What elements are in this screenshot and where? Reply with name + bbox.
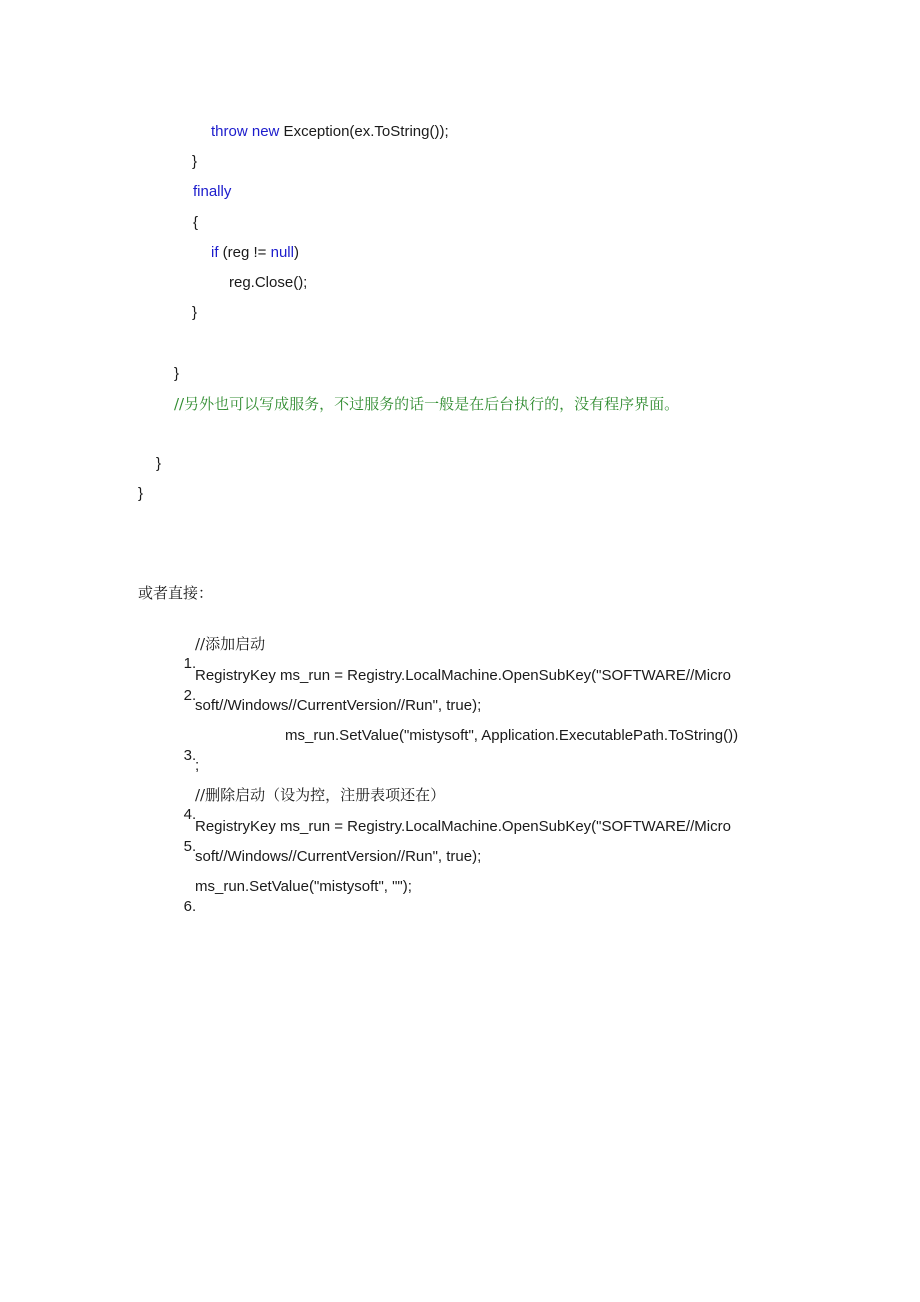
list-item xyxy=(167,877,197,915)
code-line-if xyxy=(211,243,299,263)
code-line-close-class xyxy=(156,454,161,474)
list-item-continuation: soft//Windows//CurrentVersion//Run", true); xyxy=(195,697,482,714)
code-text: (reg != xyxy=(218,244,271,261)
brace: { xyxy=(193,214,199,231)
list-number: 2. xyxy=(183,687,197,704)
keyword-new: new xyxy=(251,123,280,140)
brace: } xyxy=(192,153,198,170)
code-line-reg-close xyxy=(229,273,307,293)
list-item xyxy=(167,726,197,764)
list-item xyxy=(167,634,197,672)
code-text: reg.Close(); xyxy=(229,274,308,291)
brace: } xyxy=(156,455,162,472)
code-line-close-catch xyxy=(192,152,197,172)
list-item-text: ms_run.SetValue("mistysoft", ""); xyxy=(195,878,412,895)
code-line-throw xyxy=(211,122,449,142)
brace: } xyxy=(174,365,180,382)
keyword-finally: finally xyxy=(193,183,232,200)
list-number: 1. xyxy=(183,655,197,672)
code-text: ) xyxy=(293,244,299,261)
list-item xyxy=(167,817,197,855)
brace: } xyxy=(138,485,144,502)
list-number: 4. xyxy=(183,806,197,823)
list-item-text: RegistryKey ms_run = Registry.LocalMachine.OpenSubKey("SOFTWARE//Micro xyxy=(195,818,731,835)
keyword-throw: throw xyxy=(211,123,248,140)
code-line-finally xyxy=(193,182,231,202)
code-comment: //另外也可以写成服务，不过服务的话一般是在后台执行的，没有程序界面。 xyxy=(174,395,680,413)
code-line-close-method xyxy=(174,364,179,384)
keyword-if: if xyxy=(211,244,219,261)
list-item-text: ms_run.SetValue("mistysoft", Application.ExecutablePath.ToString()) xyxy=(285,727,739,744)
intro-paragraph: 或者直接： xyxy=(138,584,214,602)
list-item-continuation: soft//Windows//CurrentVersion//Run", true); xyxy=(195,848,482,865)
list-number: 5. xyxy=(183,838,197,855)
list-item-text: RegistryKey ms_run = Registry.LocalMachine.OpenSubKey("SOFTWARE//Micro xyxy=(195,667,731,684)
list-number: 3. xyxy=(183,747,197,764)
list-item-continuation: ; xyxy=(195,757,200,774)
code-line-open-finally xyxy=(193,213,198,233)
list-item xyxy=(167,785,197,823)
list-item-text: //添加启动 xyxy=(195,635,266,653)
code-line-close-finally xyxy=(192,303,197,323)
brace: } xyxy=(192,304,198,321)
list-item-text: //删除启动（设为控，注册表项还在） xyxy=(195,786,446,804)
keyword-null: null xyxy=(270,244,294,261)
code-text: Exception(ex.ToString()); xyxy=(279,123,449,140)
list-item xyxy=(167,666,197,704)
list-number: 6. xyxy=(183,898,197,915)
code-line-close-namespace xyxy=(138,484,143,504)
